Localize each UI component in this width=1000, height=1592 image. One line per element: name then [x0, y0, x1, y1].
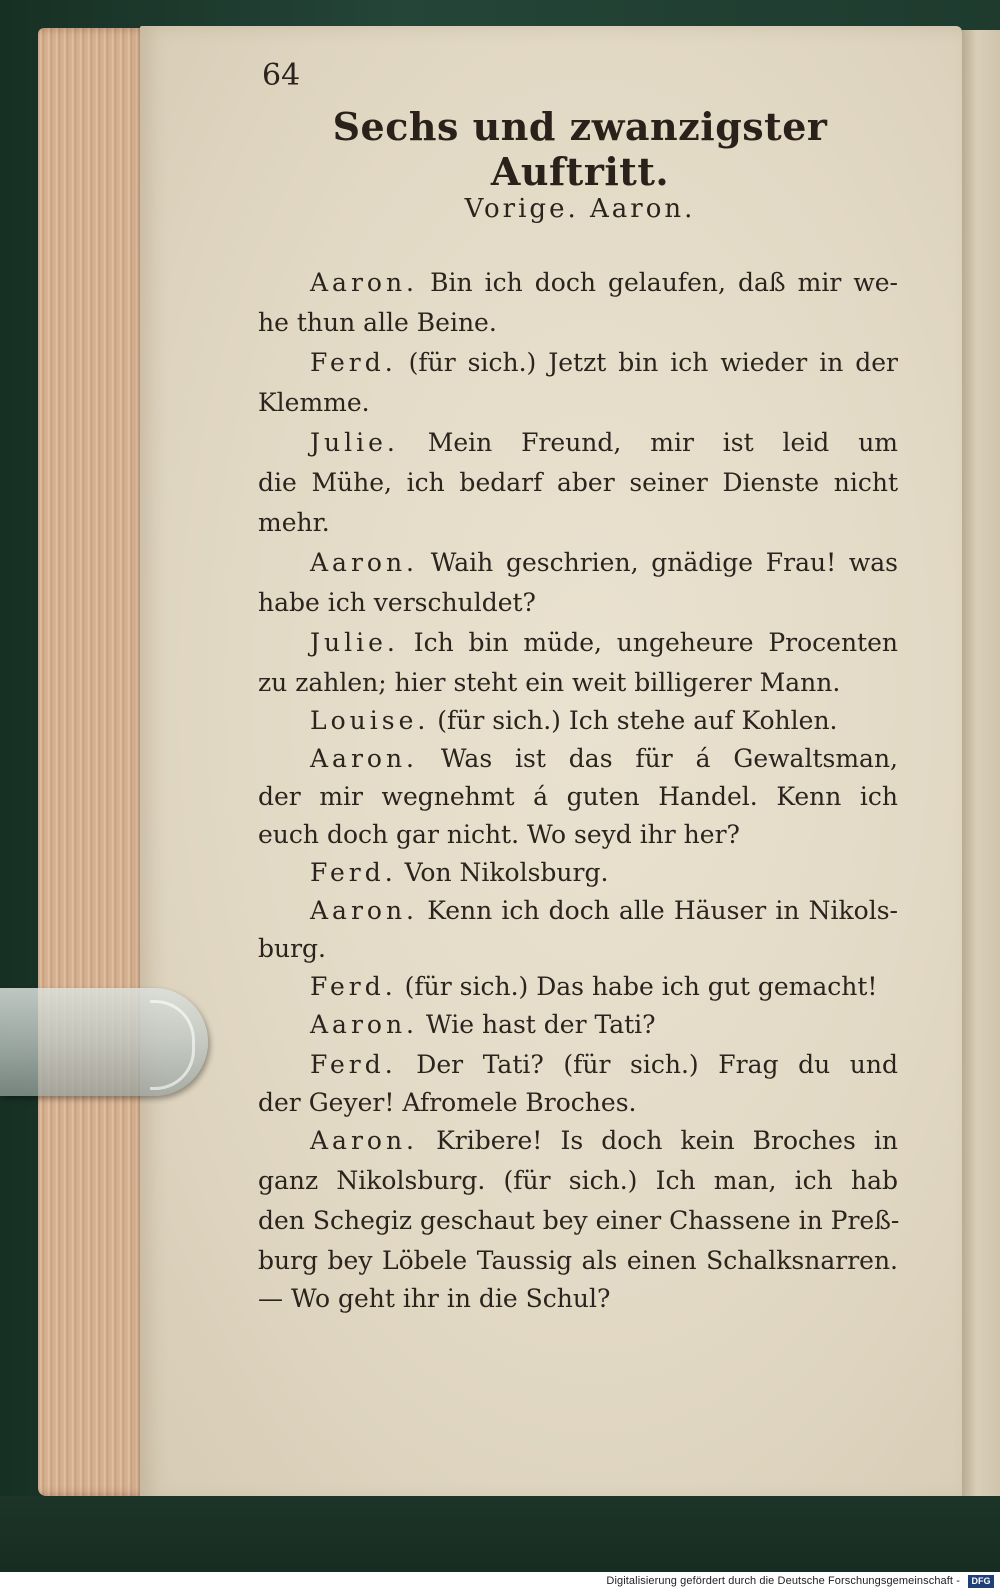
- line-text: Kribere! Is doch kein Broches in: [436, 1126, 898, 1155]
- speaker-name: Aaron.: [310, 268, 419, 297]
- text-line: [258, 896, 898, 925]
- line-text: Mein Freund, mir ist leid um: [427, 428, 898, 457]
- text-line: [258, 1126, 898, 1155]
- line-text: Von Nikolsburg.: [404, 858, 609, 887]
- clip-highlight: [150, 1000, 195, 1090]
- text-line: [258, 548, 898, 577]
- line-text: der Geyer! Afromele Broches.: [258, 1088, 637, 1117]
- line-text: Kenn ich doch alle Häuser in Nikols-: [427, 896, 899, 925]
- footer-bar: [0, 1572, 1000, 1592]
- speaker-name: Aaron.: [310, 1010, 419, 1039]
- speaker-name: Ferd.: [310, 858, 397, 887]
- speaker-name: Ferd.: [310, 972, 397, 1001]
- line-text: Ich bin müde, ungeheure Procenten: [413, 628, 898, 657]
- line-text: Was ist das für á Gewaltsman,: [440, 744, 898, 773]
- page-stack-edge: [38, 28, 148, 1496]
- cast-list: Vorige. Aaron.: [464, 194, 696, 224]
- facing-page-edge: [962, 30, 1000, 1500]
- page-holder-clip: [0, 988, 208, 1096]
- speaker-name: Julie.: [310, 628, 399, 657]
- line-text: ganz Nikolsburg. (für sich.) Ich man, ich hab: [258, 1166, 898, 1195]
- line-text: der mir wegnehmt á guten Handel. Kenn ich: [258, 782, 898, 811]
- speaker-name: Aaron.: [310, 744, 419, 773]
- text-line: [258, 668, 898, 697]
- line-text: die Mühe, ich bedarf aber seiner Dienste nicht: [258, 468, 898, 497]
- text-line: [258, 744, 898, 773]
- text-line: [258, 308, 898, 337]
- text-line: [258, 588, 898, 617]
- text-line: [258, 706, 898, 735]
- text-line: [258, 1050, 898, 1079]
- speaker-name: Aaron.: [310, 896, 419, 925]
- dfg-logo[interactable]: DFG: [968, 1575, 994, 1588]
- text-line: [258, 858, 898, 887]
- text-line: [258, 468, 898, 497]
- line-text: burg.: [258, 934, 327, 963]
- text-line: [258, 428, 898, 457]
- line-text: (für sich.) Jetzt bin ich wieder in der: [408, 348, 898, 377]
- line-text: zu zahlen; hier steht ein weit billigerer Mann.: [258, 668, 841, 697]
- speaker-name: Julie.: [310, 428, 399, 457]
- line-text: — Wo geht ihr in die Schul?: [258, 1284, 611, 1313]
- footer-credit: Digitalisierung gefördert durch die Deutsche Forschungsgemeinschaft -: [606, 1575, 960, 1587]
- line-text: Der Tati? (für sich.) Frag du und: [416, 1050, 898, 1079]
- line-text: he thun alle Beine.: [258, 308, 497, 337]
- line-text: den Schegiz geschaut bey einer Chassene in Preß-: [258, 1206, 900, 1235]
- text-line: [258, 1206, 898, 1235]
- line-text: Bin ich doch gelaufen, daß mir we-: [430, 268, 899, 297]
- line-text: habe ich verschuldet?: [258, 588, 536, 617]
- text-line: [258, 1010, 898, 1039]
- speaker-name: Aaron.: [310, 1126, 419, 1155]
- text-line: [258, 972, 898, 1001]
- line-text: mehr.: [258, 508, 330, 537]
- line-text: Klemme.: [258, 388, 370, 417]
- line-text: Wie hast der Tati?: [425, 1010, 656, 1039]
- text-line: [258, 508, 898, 537]
- scene-title: Sechs und zwanzigster Auftritt.: [332, 104, 828, 194]
- text-line: [258, 782, 898, 811]
- text-line: [258, 1088, 898, 1117]
- text-line: [258, 268, 898, 297]
- text-line: [258, 1166, 898, 1195]
- text-line: [258, 1284, 898, 1313]
- line-text: burg bey Löbele Taussig als einen Schalksnarren.: [258, 1246, 898, 1275]
- text-line: [258, 934, 898, 963]
- line-text: Waih geschrien, gnädige Frau! was: [430, 548, 898, 577]
- line-text: (für sich.) Das habe ich gut gemacht!: [404, 972, 878, 1001]
- speaker-name: Louise.: [310, 706, 430, 735]
- text-line: [258, 628, 898, 657]
- text-line: [258, 820, 898, 849]
- speaker-name: Ferd.: [310, 348, 397, 377]
- line-text: euch doch gar nicht. Wo seyd ihr her?: [258, 820, 740, 849]
- speaker-name: Aaron.: [310, 548, 419, 577]
- speaker-name: Ferd.: [310, 1050, 397, 1079]
- line-text: (für sich.) Ich stehe auf Kohlen.: [437, 706, 838, 735]
- page-number: 64: [262, 58, 301, 93]
- text-line: [258, 388, 898, 417]
- text-line: [258, 348, 898, 377]
- text-line: [258, 1246, 898, 1275]
